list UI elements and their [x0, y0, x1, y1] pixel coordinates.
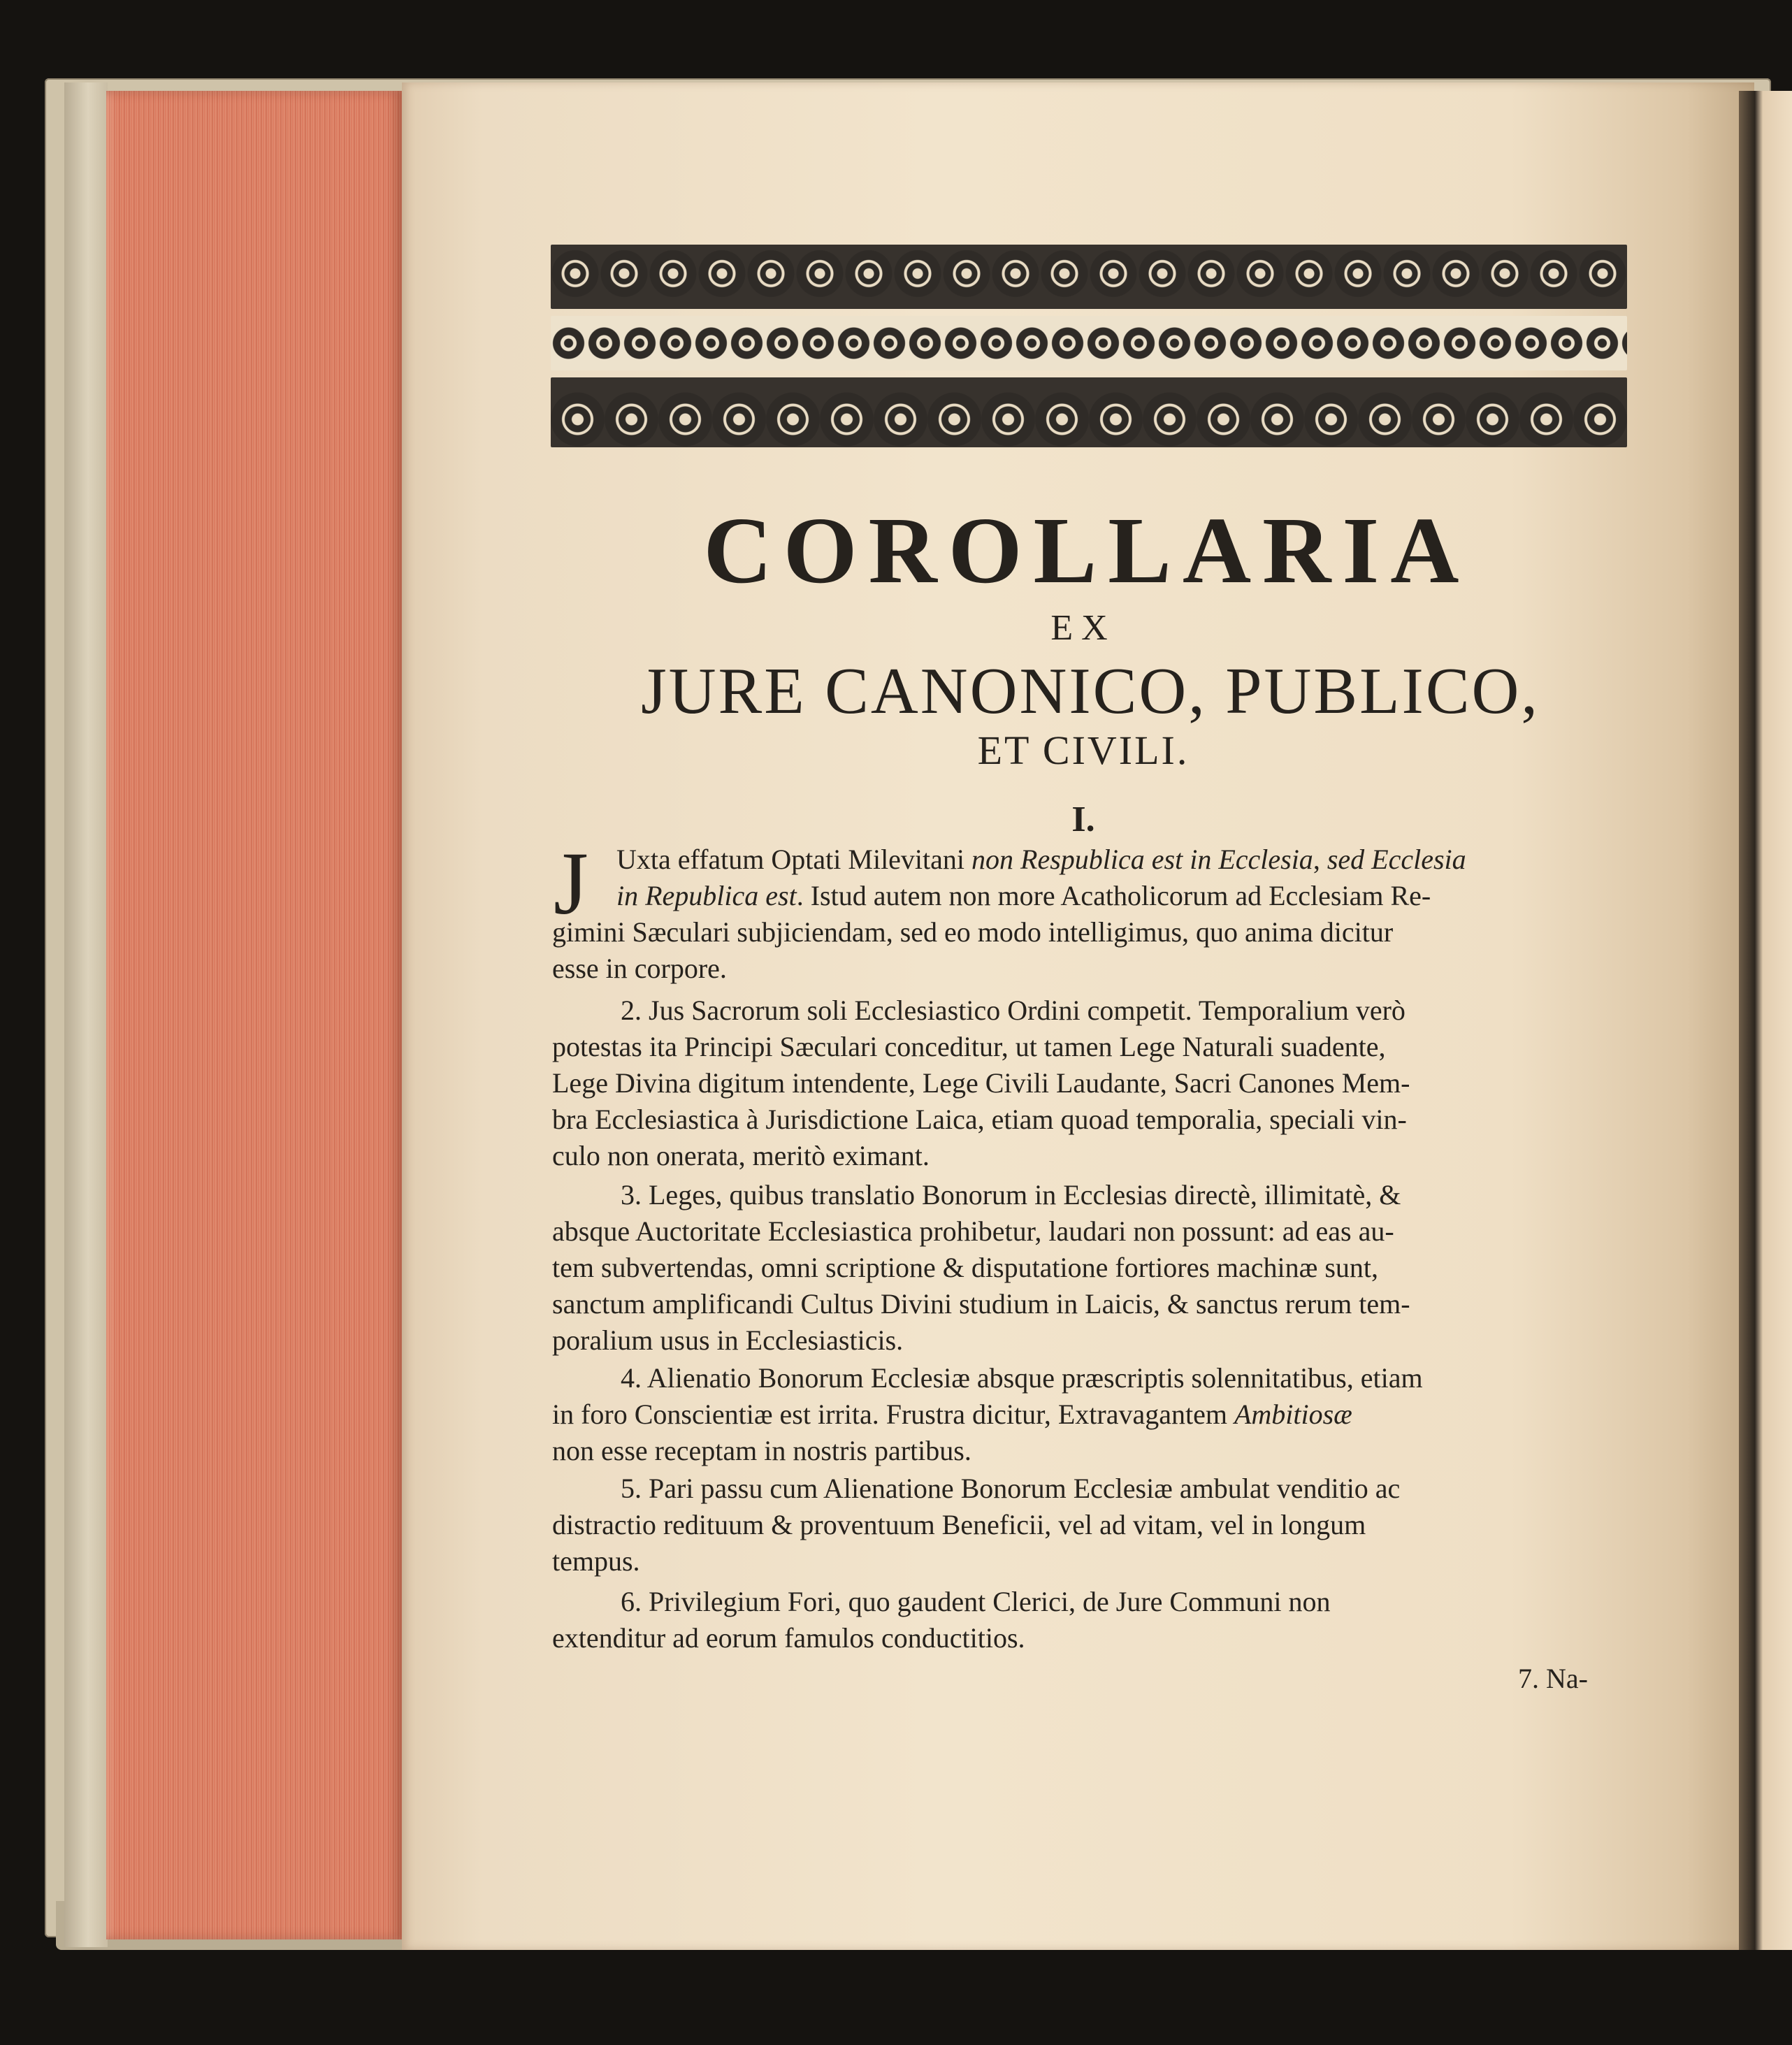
text-run: Uxta effatum Optati Milevitani: [616, 844, 972, 875]
text-run: . Istud autem non more Acatholicorum ad Ecclesiam Re-: [796, 880, 1431, 911]
catchword: 7. Na-: [1518, 1663, 1588, 1694]
italic-quote: Ambitiosæ: [1234, 1399, 1352, 1430]
paragraph-3-line-2: absque Auctoritate Ecclesiastica prohibetur, laudari non possunt: ad eas au-: [552, 1215, 1394, 1247]
page-title: COROLLARIA: [703, 498, 1471, 603]
text-run: ,: [1313, 844, 1327, 875]
section-numeral: I.: [1071, 800, 1095, 839]
paragraph-6-line-1: 6. Privilegium Fori, quo gaudent Clerici, de Jure Communi non: [621, 1586, 1331, 1617]
paragraph-5-line-1: 5. Pari passu cum Alienatione Bonorum Ecclesiæ ambulat venditio ac: [621, 1473, 1401, 1504]
paragraph-1-line-1: [616, 846, 1466, 874]
paragraph-2-line-2: potestas ita Principi Sæculari conceditur, ut tamen Lege Naturali suadente,: [552, 1031, 1386, 1062]
paragraph-3-line-1: 3. Leges, quibus translatio Bonorum in Ecclesias directè, illimitatè, &: [621, 1179, 1401, 1211]
subtitle-line-1: JURE CANONICO, PUBLICO,: [641, 655, 1540, 728]
paragraph-4-line-1: 4. Alienatio Bonorum Ecclesiæ absque præscriptis solennitatibus, etiam: [621, 1362, 1423, 1394]
cover-flap: [64, 82, 108, 1947]
paragraph-1-line-3: gimini Sæculari subjiciendam, sed eo modo intelligimus, quo anima dicitur: [552, 916, 1394, 948]
paragraph-4-line-3: non esse receptam in nostris partibus.: [552, 1435, 971, 1466]
paragraph-2-line-1: 2. Jus Sacrorum soli Ecclesiastico Ordini competit. Temporalium verò: [621, 995, 1406, 1026]
paragraph-1-line-4: esse in corpore.: [552, 953, 727, 984]
italic-quote: in Republica est: [616, 880, 797, 911]
paragraph-2-line-4: bra Ecclesiastica à Jurisdictione Laica, etiam quoad temporalia, speciali vin-: [552, 1104, 1407, 1135]
paragraph-3-line-5: poralium usus in Ecclesiasticis.: [552, 1324, 904, 1356]
text-run: in foro Conscientiæ est irrita. Frustra dicitur, Extravagantem: [552, 1399, 1234, 1430]
italic-quote: sed Ecclesia: [1327, 844, 1466, 875]
ornament-row-bottom: [551, 377, 1627, 447]
paragraph-6-line-2: extenditur ad eorum famulos conductitios.: [552, 1622, 1025, 1654]
subtitle-line-2: ET CIVILI.: [977, 728, 1190, 773]
paragraph-2-line-5: culo non onerata, meritò eximant.: [552, 1140, 930, 1171]
ornament-row-top: [551, 245, 1627, 309]
title-connector: EX: [1050, 608, 1116, 648]
book-gutter: [1739, 91, 1792, 1950]
paragraph-3-line-3: tem subvertendas, omni scriptione & disputatione fortiores machinæ sunt,: [552, 1252, 1379, 1283]
paragraph-4-line-2: [552, 1401, 1352, 1429]
red-sprinkled-page-edges: [106, 91, 403, 1939]
paragraph-1-line-2: [616, 882, 1431, 910]
paragraph-5-line-2: distractio redituum & proventuum Beneficii, vel ad vitam, vel in longum: [552, 1509, 1366, 1540]
paragraph-3-line-4: sanctum amplificandi Cultus Divini studium in Laicis, & sanctus rerum tem-: [552, 1288, 1410, 1320]
italic-quote: non Respublica est in Ecclesia: [971, 844, 1313, 875]
ornament-row-middle: [551, 316, 1627, 370]
paragraph-2-line-3: Lege Divina digitum intendente, Lege Civili Laudante, Sacri Canones Mem-: [552, 1067, 1410, 1099]
drop-cap-initial: J: [554, 834, 588, 933]
paragraph-5-line-3: tempus.: [552, 1545, 640, 1577]
